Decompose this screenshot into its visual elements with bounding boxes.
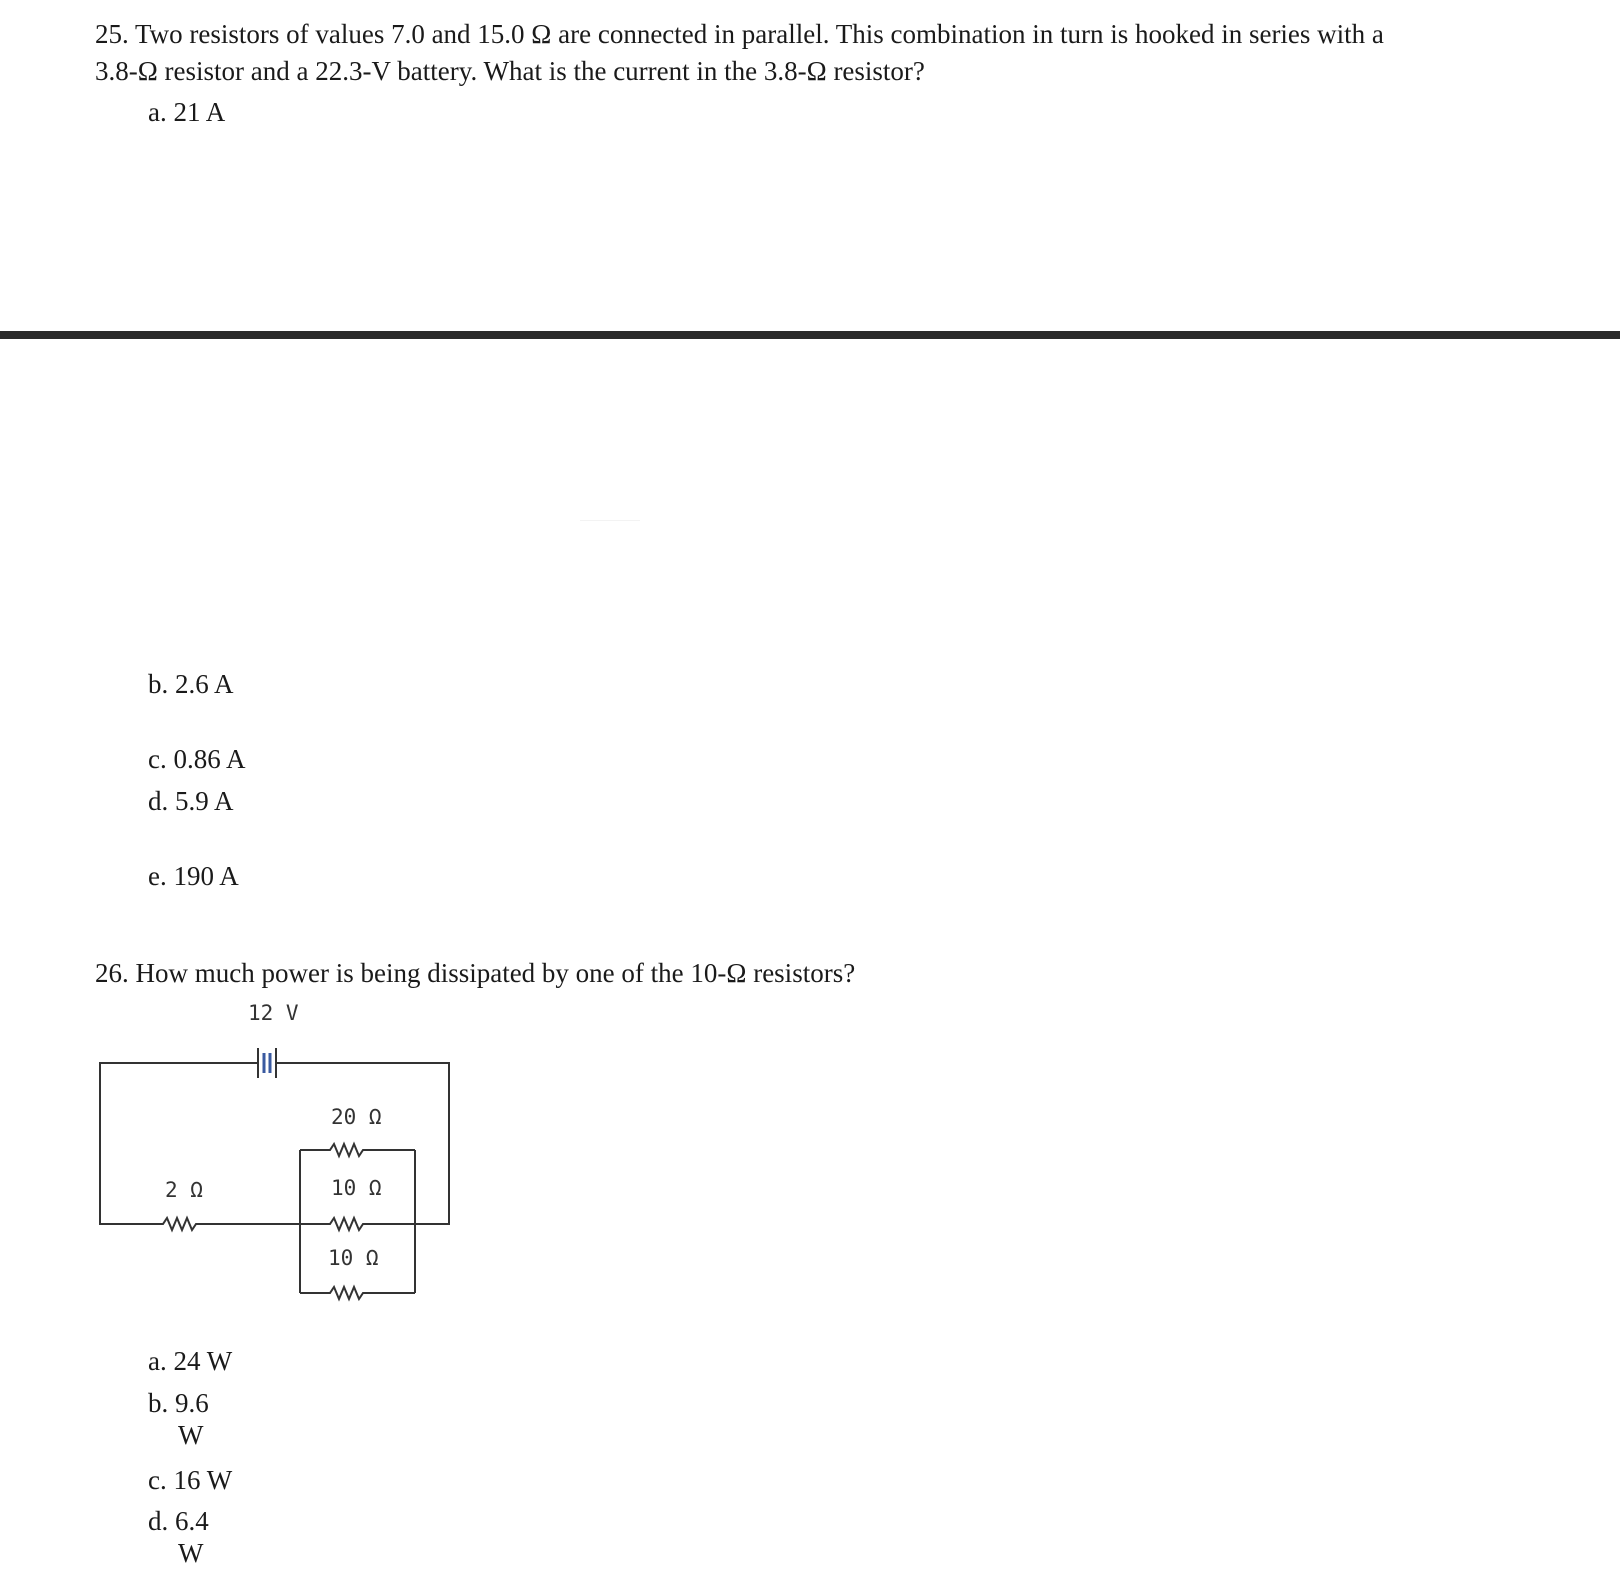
q26-option-c[interactable]: c. 16 W xyxy=(148,1465,233,1495)
q25-option-d[interactable]: d. 5.9 A xyxy=(148,786,234,816)
resistor-20ohm xyxy=(300,1144,415,1156)
q26-option-d[interactable] xyxy=(148,1505,209,1569)
r-series-label: 2 Ω xyxy=(165,1178,203,1202)
q25-text-line2: 3.8-Ω resistor and a 22.3-V battery. What is the current in the 3.8-Ω resistor? xyxy=(95,56,925,86)
r-mid-label: 10 Ω xyxy=(331,1176,382,1200)
q25-text-line1: 25. Two resistors of values 7.0 and 15.0 Ω are connected in parallel. This combination in turn is hooked in series with a xyxy=(95,19,1384,49)
q26-option-b-line2: W xyxy=(178,1420,204,1450)
q25-option-c[interactable]: c. 0.86 A xyxy=(148,744,246,774)
q26-option-a[interactable]: a. 24 W xyxy=(148,1346,233,1376)
battery-label: 12 V xyxy=(248,1001,299,1025)
q25-option-a[interactable]: a. 21 A xyxy=(148,97,226,127)
q26-question: 26. How much power is being dissipated by one of the 10-Ω resistors? xyxy=(95,958,856,988)
q25-option-b[interactable]: b. 2.6 A xyxy=(148,669,234,699)
page-divider xyxy=(0,331,1620,339)
q26-circuit-diagram xyxy=(0,990,480,1310)
q26-option-b[interactable] xyxy=(148,1387,209,1451)
r-bot-label: 10 Ω xyxy=(328,1246,379,1270)
q26-option-d-line1: d. 6.4 xyxy=(148,1506,209,1536)
r-top-label: 20 Ω xyxy=(331,1105,382,1129)
resistor-10ohm-bottom xyxy=(300,1287,415,1299)
circuit-wires xyxy=(100,1063,449,1299)
q25-option-e[interactable]: e. 190 A xyxy=(148,861,239,891)
q26-option-d-line2: W xyxy=(178,1538,204,1568)
faint-artifact xyxy=(580,520,640,521)
battery-symbol xyxy=(252,1048,282,1078)
resistor-2ohm xyxy=(150,1218,223,1230)
q26-option-b-line1: b. 9.6 xyxy=(148,1388,209,1418)
resistor-10ohm-mid xyxy=(300,1218,415,1230)
